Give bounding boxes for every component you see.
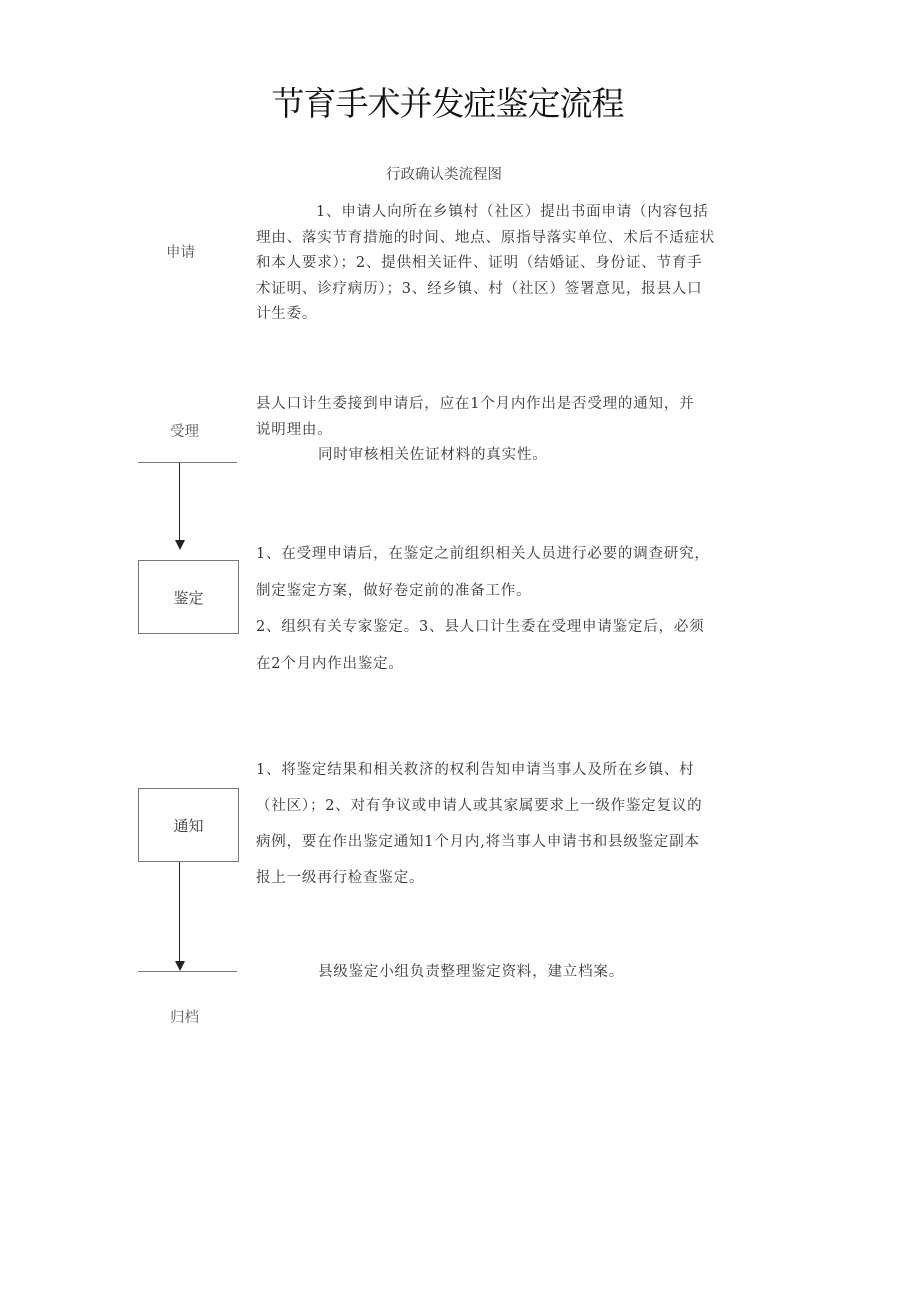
desc-line: 报上一级再行检查鉴定。 xyxy=(256,870,425,886)
step-label-apply: 申请 xyxy=(166,245,195,261)
step-box-appraise xyxy=(138,560,239,634)
page-subtitle: 行政确认类流程图 xyxy=(386,167,502,183)
desc-line: 和本人要求）；2、提供相关证件、证明（结婚证、身份证、节育手 xyxy=(256,255,703,271)
desc-line: 县级鉴定小组负责整理鉴定资料，建立档案。 xyxy=(318,964,624,980)
desc-line: 说明理由。 xyxy=(256,421,333,438)
step-label-archive: 归档 xyxy=(170,1010,199,1026)
step-label-appraise: 鉴定 xyxy=(173,588,204,607)
desc-line: 2、组织有关专家鉴定。3、县人口计生委在受理申请鉴定后，必须 xyxy=(256,619,705,635)
desc-line: 1、申请人向所在乡镇村（社区）提出书面申请（内容包括 xyxy=(316,204,709,220)
desc-line: 在2个月内作出鉴定。 xyxy=(256,655,404,672)
step-desc-archive xyxy=(318,960,758,985)
page-title: 节育手术并发症鉴定流程 xyxy=(271,84,624,123)
desc-line: 计生委。 xyxy=(256,306,318,322)
archive-box-edge xyxy=(138,971,237,972)
arrow-down-icon xyxy=(175,540,185,550)
desc-line: 同时审核相关佐证材料的真实性。 xyxy=(318,447,548,463)
step-box-notify xyxy=(138,788,239,862)
desc-line: （社区）；2、对有争议或申请人或其家属要求上一级作鉴定复议的 xyxy=(256,798,703,814)
step-desc-apply xyxy=(256,200,762,328)
step-desc-appraise xyxy=(256,536,762,682)
desc-line: 病例，要在作出鉴定通知1个月内,将当事人申请书和县级鉴定副本 xyxy=(256,834,700,850)
step-label-notify: 通知 xyxy=(173,816,204,835)
arrow-down-icon xyxy=(175,961,185,971)
desc-line: 县人口计生委接到申请后，应在1个月内作出是否受理的通知，并 xyxy=(256,396,695,412)
step-desc-accept xyxy=(256,392,762,469)
connector-line xyxy=(179,463,180,541)
step-label-accept: 受理 xyxy=(170,424,199,440)
connector-line xyxy=(179,862,180,962)
desc-line: 制定鉴定方案，做好卷定前的准备工作。 xyxy=(256,582,532,599)
desc-line: 理由、落实节育措施的时间、地点、原指导落实单位、术后不适症状 xyxy=(256,229,715,246)
desc-line: 术证明、诊疗病历）；3、经乡镇、村（社区）签署意见，报县人口 xyxy=(256,280,703,297)
step-desc-notify xyxy=(256,752,762,896)
desc-line: 1、将鉴定结果和相关救济的权利告知申请当事人及所在乡镇、村 xyxy=(256,762,695,778)
accept-box-edge xyxy=(138,462,237,463)
desc-line: 1、在受理申请后，在鉴定之前组织相关人员进行必要的调查研究， xyxy=(256,546,710,562)
